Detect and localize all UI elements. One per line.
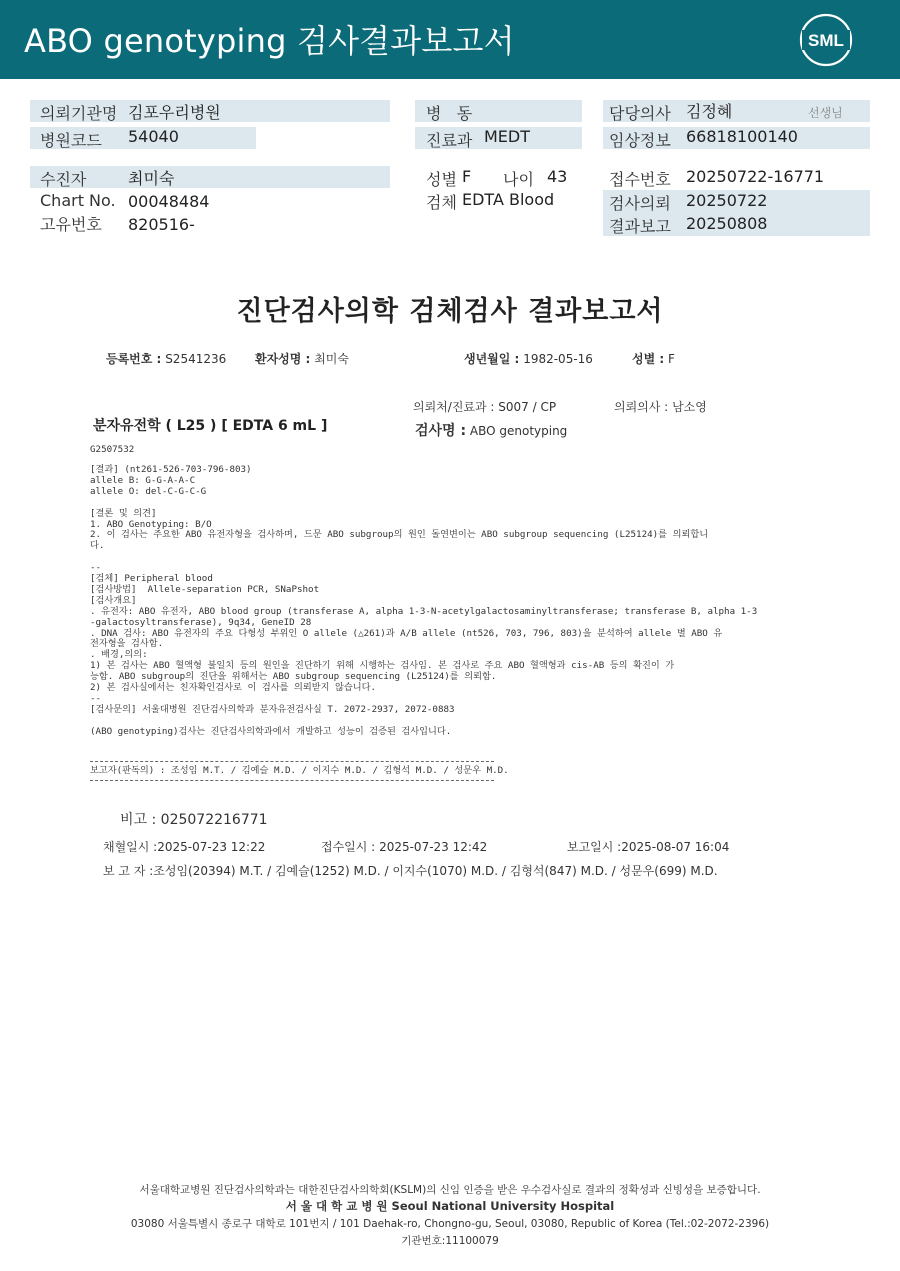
collected-value: 2025-07-23 12:22 [157,840,266,854]
age-label: 나이 [503,170,534,189]
doctor-value: 김정혜 [686,102,733,121]
specimen-label: 검체 [426,193,457,212]
result-body-line: allele O: del-C-G-C-G [90,485,207,497]
reporter-field [103,862,718,879]
result-body-line: 능함. ABO subgroup의 진단을 위해서는 ABO subgroup sequencing (L25124)를 의뢰함. [90,671,497,683]
sex-label: 성별 [426,170,457,189]
reg-no-value: S2541236 [165,352,227,366]
result-body-line: [검사방법] Allele-separation PCR, SNaPshot [90,583,320,595]
remark-field [120,809,268,829]
test-name-label: 검사명 : [415,423,467,439]
result-body-line: . DNA 검사: ABO 유전자의 주요 다형성 부위인 O allele (△261)과 A/B allele (nt526, 703, 796, 803)을 분석하여 allele 별 ABO 유 [90,627,723,639]
reported-field [567,838,729,855]
result-report-label: 결과보고 [609,217,671,236]
dob-label: 생년월일 : [464,352,520,366]
referral-field [413,398,556,415]
dob-field [464,350,593,367]
sml-logo [798,12,854,68]
clinical-info-label: 임상정보 [609,131,671,150]
referral-label: 의뢰처/진료과 : [413,400,495,414]
result-body-line: (ABO genotyping)검사는 진단검사의학과에서 개발하고 성능이 검증된 검사입니다. [90,725,452,737]
received-label: 접수일시 : [321,840,376,854]
result-body-line: -- [90,692,102,704]
clinical-info-value: 66818100140 [686,127,798,146]
doctor-suffix: 선생님 [808,106,843,120]
result-body-line: 1) 본 검사는 ABO 혈액형 불일치 등의 원인을 진단하기 위해 시행하는 검사임. 본 검사로 주요 ABO 혈액형과 cis-AB 등의 확진이 가 [90,660,675,672]
page-title: ABO genotyping 검사결과보고서 [24,22,515,60]
reported-value: 2025-08-07 16:04 [621,840,730,854]
result-body-line: [검체] Peripheral blood [90,573,213,584]
received-field [321,838,487,855]
result-body-line: . 배경,의의: [90,649,148,661]
ref-doctor-label: 의뢰의사 : [614,400,669,414]
patient-name-value: 최미숙 [314,352,349,366]
age-value: 43 [547,167,568,186]
reporters-line: 보고자(판독의) : 조성임 M.T. / 김예슬 M.D. / 이지수 M.D. / 김형석 M.D. / 성문우 M.D. [90,765,509,776]
collected-field [103,838,265,855]
reg-no-label: 등록번호 : [106,352,162,366]
referral-value: S007 / CP [498,400,557,414]
sample-id: G2507532 [90,444,135,455]
result-report-value: 20250808 [686,214,768,233]
report-sex-label: 성별 : [632,352,665,366]
department-value: MEDT [484,127,531,146]
reporter-value: 조성임(20394) M.T. / 김예슬(1252) M.D. / 이지수(1070) M.D. / 김형석(847) M.D. / 성문우(699) M.D. [153,864,718,878]
doctor-label: 담당의사 [609,104,671,123]
hospital-code-label: 병원코드 [40,131,102,150]
result-body-line: 2) 본 검사실에서는 친자확인검사로 이 검사를 의뢰받지 않습니다. [90,682,377,693]
result-body-line: -galactosyltransferase), 9q34, GeneID 28 [90,616,312,628]
unique-no-value: 820516- [128,215,195,234]
chart-no-value: 00048484 [128,192,210,211]
header-bar [0,0,900,79]
unique-no-label: 고유번호 [40,215,102,234]
reg-no-field [106,350,226,367]
remark-label: 비고 : [120,812,157,828]
result-body-line: -- [90,562,102,574]
ref-doctor-field [614,398,707,415]
patient-name-label: 환자성명 : [255,352,311,366]
footer-address: 03080 서울특별시 종로구 대학로 101번지 / 101 Daehak-ro, Chongno-gu, Seoul, 03080, Republic of Korea (Tel.:02-2072-2396) [130,1218,770,1230]
result-body-line: [검사개요] [90,594,137,606]
result-body-line: [결론 및 의견] [90,507,157,519]
institution-label: 의뢰기관명 [40,104,118,123]
examinee-value: 최미숙 [128,169,175,188]
examinee-label: 수진자 [40,170,87,189]
remark-value: 025072216771 [160,812,268,828]
test-request-value: 20250722 [686,191,768,210]
result-body-line: 1. ABO Genotyping: B/O [90,518,212,530]
result-body-line: 다. [90,540,105,552]
dob-value: 1982-05-16 [523,352,593,366]
test-request-label: 검사의뢰 [609,194,671,213]
result-body-line: 2. 이 검사는 주요한 ABO 유전자형을 검사하며, 드문 ABO subgroup의 원인 돌연변이는 ABO subgroup sequencing (L25124)를 의뢰합니 [90,529,709,541]
reporter-label: 보 고 자 : [103,864,154,878]
divider-top [90,761,494,762]
footer-certification: 서울대학교병원 진단검사의학과는 대한진단검사의학회(KSLM)의 신임 인증을 받은 우수검사실로 결과의 정확성과 신빙성을 보증합니다. [139,1184,761,1196]
result-body-line: [결과] (nt261-526-703-796-803) [90,464,252,475]
report-sex-value: F [668,352,675,366]
test-name-field [415,420,567,440]
hospital-code-value: 54040 [128,127,179,146]
chart-no-label: Chart No. [40,191,116,210]
patient-name-field [255,350,349,367]
ward-label: 병 동 [426,104,473,123]
report-sex-field [632,350,675,367]
section-title: 분자유전학 ( L25 ) [ EDTA 6 mL ] [93,418,328,434]
department-label: 진료과 [426,131,473,150]
reported-label: 보고일시 : [567,840,622,854]
collected-label: 채혈일시 : [103,840,158,854]
receipt-no-value: 20250722-16771 [686,167,825,186]
test-name-value: ABO genotyping [469,424,568,438]
divider-bottom [90,780,494,781]
report-title: 진단검사의학 검체검사 결과보고서 [236,296,664,327]
footer-hospital-name: 서 울 대 학 교 병 원 Seoul National University Hospital [285,1199,615,1213]
footer-institution-code: 기관번호:11100079 [401,1235,499,1247]
logo-text: SML [808,31,844,50]
received-value: 2025-07-23 12:42 [379,840,488,854]
result-body-line: [검사문의] 서울대병원 진단검사의학과 분자유전검사실 T. 2072-2937, 2072-0883 [90,703,455,715]
result-body-line: . 유전자: ABO 유전자, ABO blood group (transferase A, alpha 1-3-N-acetylgalactosaminyltransferase; transferase B, alpha 1-3 [90,605,758,617]
institution-value: 김포우리병원 [128,103,221,122]
specimen-value: EDTA Blood [462,190,555,209]
receipt-no-label: 접수번호 [609,170,671,189]
result-body-line: 전자형을 검사함. [90,638,164,650]
sex-value: F [462,167,472,186]
result-body-line: allele B: G-G-A-A-C [90,474,196,486]
ref-doctor-value: 남소영 [672,400,707,414]
